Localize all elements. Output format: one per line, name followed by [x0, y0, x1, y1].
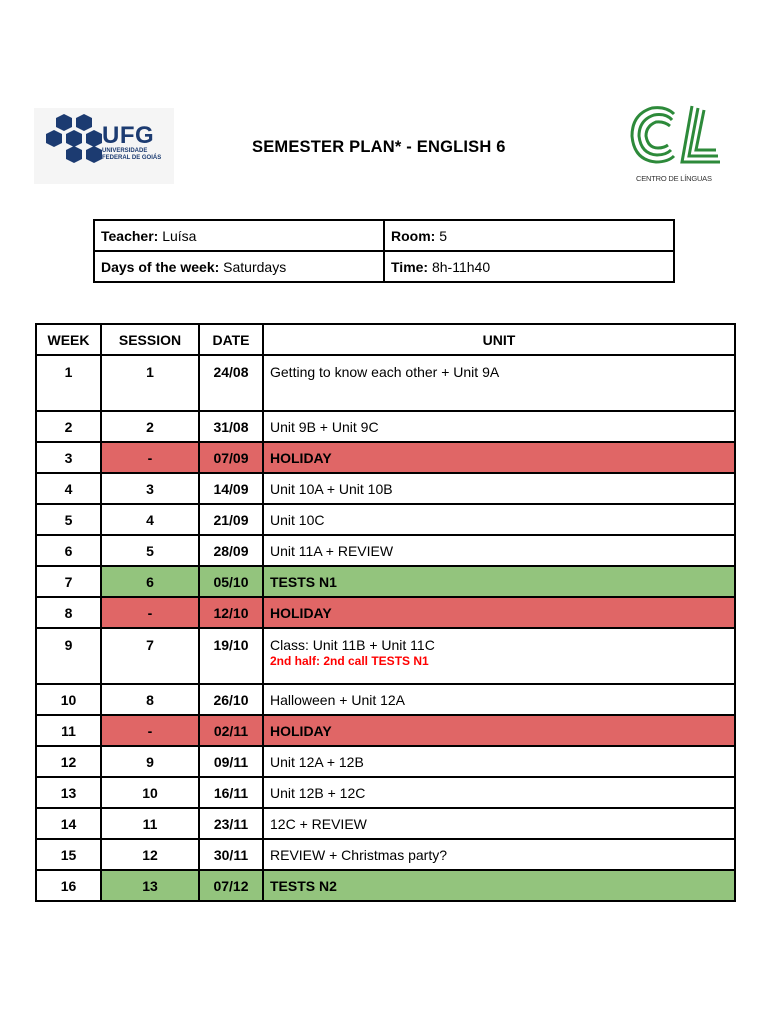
unit-cell [263, 535, 735, 566]
date-cell [199, 777, 263, 808]
date-cell-text: 19/10 [213, 637, 249, 653]
header-week: WEEK [36, 324, 101, 355]
session-cell-text: 5 [146, 542, 154, 559]
unit-cell-text: Unit 10A + Unit 10B [270, 480, 393, 497]
session-cell [101, 684, 199, 715]
week-cell-text: 1 [64, 364, 73, 380]
table-header-row [36, 324, 735, 355]
date-cell-text: 26/10 [213, 691, 249, 708]
date-cell [199, 355, 263, 411]
week-cell [36, 746, 101, 777]
session-cell-text: 1 [146, 364, 154, 380]
cl-logo-subtitle: CENTRO DE LÍNGUAS [636, 174, 712, 183]
info-row [94, 251, 674, 282]
session-cell-text: 10 [142, 784, 158, 801]
unit-cell [263, 839, 735, 870]
page-title: SEMESTER PLAN* - ENGLISH 6 [252, 138, 506, 156]
unit-cell-text: Getting to know each other + Unit 9A [270, 364, 500, 380]
info-row [94, 220, 674, 251]
session-cell [101, 808, 199, 839]
table-row [36, 535, 735, 566]
table-row [36, 870, 735, 901]
unit-cell [263, 808, 735, 839]
days-label: Days of the week: [101, 258, 220, 275]
unit-cell-text: Unit 12A + 12B [270, 753, 364, 770]
session-cell-text: 11 [142, 815, 158, 832]
date-cell-text: 21/09 [213, 511, 249, 528]
session-cell [101, 597, 199, 628]
session-cell-text: 4 [146, 511, 154, 528]
session-cell [101, 839, 199, 870]
days-cell [94, 251, 384, 282]
week-cell [36, 535, 101, 566]
unit-cell [263, 870, 735, 901]
unit-cell [263, 566, 735, 597]
room-value: 5 [439, 227, 448, 244]
session-cell [101, 777, 199, 808]
week-cell-text: 9 [64, 637, 73, 653]
week-cell [36, 870, 101, 901]
unit-cell-text: HOLIDAY [270, 722, 332, 739]
date-cell [199, 442, 263, 473]
unit-cell-text: HOLIDAY [270, 449, 332, 466]
date-cell-text: 05/10 [213, 573, 249, 590]
session-cell-text: - [147, 722, 153, 739]
time-cell [384, 251, 674, 282]
session-cell [101, 535, 199, 566]
unit-cell [263, 715, 735, 746]
week-cell-text: 16 [60, 877, 77, 894]
date-cell-text: 23/11 [213, 815, 249, 832]
table-body [36, 355, 735, 901]
unit-cell-text: HOLIDAY [270, 604, 332, 621]
cl-logo [626, 100, 726, 190]
week-cell-text: 7 [64, 573, 73, 590]
week-cell [36, 777, 101, 808]
session-cell [101, 628, 199, 684]
week-cell [36, 411, 101, 442]
date-cell [199, 504, 263, 535]
unit-cell-text: TESTS N2 [270, 877, 337, 894]
teacher-value: Luísa [162, 227, 197, 244]
table-row [36, 839, 735, 870]
session-cell [101, 504, 199, 535]
week-cell [36, 504, 101, 535]
date-cell-text: 16/11 [213, 784, 249, 801]
week-cell [36, 808, 101, 839]
table-row [36, 473, 735, 504]
table-row [36, 504, 735, 535]
week-cell [36, 566, 101, 597]
week-cell [36, 355, 101, 411]
unit-cell-text: Unit 12B + 12C [270, 784, 366, 801]
unit-cell-text: Unit 9B + Unit 9C [270, 418, 379, 435]
date-cell-text: 07/12 [213, 877, 249, 894]
session-cell [101, 411, 199, 442]
session-cell-text: 7 [146, 637, 154, 653]
week-cell [36, 442, 101, 473]
session-cell [101, 746, 199, 777]
info-table [93, 219, 675, 283]
date-cell-text: 24/08 [213, 364, 249, 380]
ufg-logo-subtitle: UNIVERSIDADE FEDERAL DE GOIÁS [102, 148, 162, 161]
unit-cell [263, 746, 735, 777]
table-row [36, 684, 735, 715]
date-cell-text: 07/09 [213, 449, 249, 466]
session-cell [101, 566, 199, 597]
date-cell [199, 535, 263, 566]
session-cell-text: - [147, 449, 153, 466]
week-cell-text: 2 [64, 418, 73, 435]
week-cell [36, 839, 101, 870]
date-cell-text: 09/11 [213, 753, 249, 770]
session-cell-text: - [147, 604, 153, 621]
session-cell-text: 2 [146, 418, 154, 435]
week-cell [36, 628, 101, 684]
unit-cell [263, 777, 735, 808]
week-cell [36, 684, 101, 715]
table-row [36, 597, 735, 628]
session-cell [101, 442, 199, 473]
week-cell-text: 13 [60, 784, 77, 801]
week-cell [36, 597, 101, 628]
session-cell-text: 8 [146, 691, 154, 708]
date-cell [199, 808, 263, 839]
unit-cell [263, 411, 735, 442]
date-cell [199, 628, 263, 684]
unit-cell-text: Unit 10C [270, 511, 325, 528]
time-label: Time: [391, 258, 429, 275]
date-cell-text: 30/11 [213, 846, 249, 863]
table-row [36, 566, 735, 597]
date-cell [199, 715, 263, 746]
time-value: 8h-11h40 [431, 258, 491, 275]
date-cell [199, 684, 263, 715]
session-cell-text: 3 [146, 480, 154, 497]
table-row [36, 355, 735, 411]
unit-cell [263, 473, 735, 504]
date-cell [199, 473, 263, 504]
unit-cell [263, 684, 735, 715]
ufg-hexagons-icon [34, 108, 102, 184]
session-cell [101, 355, 199, 411]
date-cell [199, 746, 263, 777]
week-cell-text: 12 [60, 753, 77, 770]
unit-cell-text: Halloween + Unit 12A [270, 691, 406, 708]
unit-cell [263, 628, 735, 684]
week-cell [36, 473, 101, 504]
table-row [36, 746, 735, 777]
week-cell-text: 4 [64, 480, 73, 497]
session-cell [101, 715, 199, 746]
date-cell-text: 31/08 [213, 418, 249, 435]
unit-cell-text: REVIEW + Christmas party? [270, 846, 447, 863]
table-row [36, 628, 735, 684]
unit-cell [263, 504, 735, 535]
unit-cell [263, 355, 735, 411]
days-value: Saturdays [223, 258, 287, 275]
session-cell-text: 9 [146, 753, 154, 770]
cl-logo-icon [626, 100, 726, 172]
week-cell-text: 8 [64, 604, 73, 621]
room-cell [384, 220, 674, 251]
session-cell-text: 13 [142, 877, 158, 894]
room-label: Room: [391, 227, 436, 244]
ufg-logo [34, 108, 174, 184]
date-cell-text: 12/10 [213, 604, 249, 621]
session-cell-text: 6 [146, 573, 154, 590]
week-cell-text: 3 [64, 449, 73, 466]
session-cell [101, 473, 199, 504]
ufg-logo-text: UFG [102, 122, 155, 149]
semester-plan-table [35, 323, 736, 902]
week-cell-text: 10 [60, 691, 77, 708]
week-cell [36, 715, 101, 746]
week-cell-text: 11 [61, 722, 76, 739]
teacher-label: Teacher: [101, 227, 159, 244]
teacher-cell [94, 220, 384, 251]
date-cell [199, 870, 263, 901]
date-cell-text: 28/09 [213, 542, 249, 559]
header-session: SESSION [101, 324, 199, 355]
table-row [36, 808, 735, 839]
unit-cell-text: TESTS N1 [270, 573, 337, 590]
table-row [36, 777, 735, 808]
week-cell-text: 14 [60, 815, 77, 832]
date-cell [199, 411, 263, 442]
date-cell [199, 597, 263, 628]
unit-cell-text: 12C + REVIEW [270, 815, 367, 832]
header-unit: UNIT [263, 324, 735, 355]
unit-cell-text: Unit 11A + REVIEW [270, 542, 394, 559]
week-cell-text: 5 [64, 511, 73, 528]
header-date: DATE [199, 324, 263, 355]
unit-cell-text: Class: Unit 11B + Unit 11C [270, 637, 435, 653]
session-cell [101, 870, 199, 901]
date-cell-text: 14/09 [213, 480, 249, 497]
date-cell [199, 839, 263, 870]
session-cell-text: 12 [142, 846, 158, 863]
unit-cell [263, 597, 735, 628]
table-row [36, 411, 735, 442]
date-cell [199, 566, 263, 597]
week-cell-text: 15 [60, 846, 77, 863]
unit-cell [263, 442, 735, 473]
unit-note: 2nd half: 2nd call TESTS N1 [270, 654, 429, 668]
page-header [0, 0, 768, 200]
table-row [36, 442, 735, 473]
week-cell-text: 6 [64, 542, 73, 559]
table-row [36, 715, 735, 746]
date-cell-text: 02/11 [213, 722, 249, 739]
